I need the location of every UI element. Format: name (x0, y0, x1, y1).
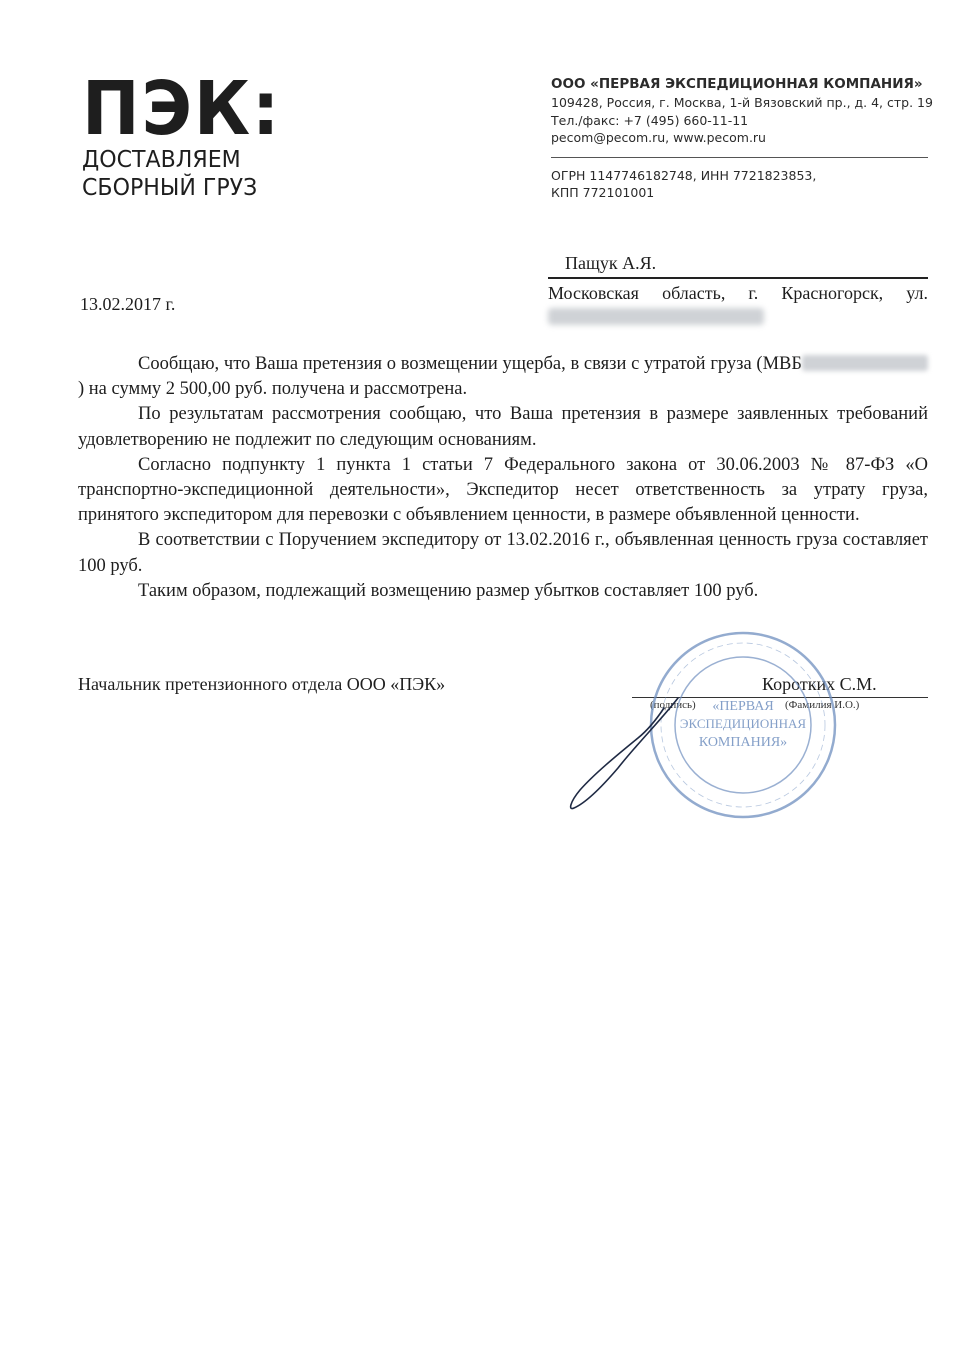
letter-body (78, 352, 928, 604)
signer-name: Коротких С.М. (762, 674, 877, 694)
company-phone: Тел./факс: +7 (495) 660-11-11 (551, 112, 749, 128)
paragraph-4: В соответствии с Поручением экспедитору от 13.02.2016 г., объявленная ценность груза составляет 100 руб. (78, 530, 928, 576)
stamp-line-3: КОМПАНИЯ» (698, 735, 788, 750)
stamp-line-2: ЭКСПЕДИЦИОННАЯ (679, 716, 807, 731)
signer-title: Начальник претензионного отдела ООО «ПЭК» (78, 674, 446, 694)
recipient-divider (548, 277, 928, 279)
paragraph-5: Таким образом, подлежащий возмещению размер убытков составляет 100 руб. (138, 580, 759, 601)
redacted-cargo-number (802, 355, 928, 371)
recipient-address: Московская область, г. Красногорск, ул. (548, 283, 928, 303)
paragraph-1 (78, 352, 928, 402)
handwritten-signature (566, 690, 686, 815)
redacted-address (548, 308, 764, 325)
recipient-name: Пащук А.Я. (565, 253, 657, 273)
stamp-line-1: «ПЕРВАЯ (712, 699, 774, 714)
company-address: 109428, Россия, г. Москва, 1-й Вязовский пр., д. 4, стр. 19 (551, 95, 933, 110)
signature-caption: (подпись) (650, 699, 696, 711)
paragraph-1-start: Сообщаю, что Ваша претензия о возмещении ущерба, в связи с утратой груза (МВБ (138, 354, 802, 374)
company-email-web: pecom@pecom.ru, www.pecom.ru (551, 130, 766, 145)
paragraph-3: Согласно подпункту 1 пункта 1 статьи 7 Федерального закона от 30.06.2003 № 87-ФЗ «О транспортно-экспедиционной деятельности», Экспедитор несет ответственность за утрату груза, принятого экспедитором для перевозки с объявлением ценности, в размере объявленной ценности. (78, 454, 928, 526)
name-caption: (Фамилия И.О.) (785, 699, 860, 711)
paragraph-1-end: ) на сумму 2 500,00 руб. получена и рассмотрена. (78, 379, 468, 400)
company-details (551, 74, 931, 202)
company-logo: ПЭК: (82, 66, 282, 152)
paragraph-2: По результатам рассмотрения сообщаю, что Ваша претензия в размере заявленных требований удовлетворению не подлежит по следующим основаниям. (78, 404, 928, 450)
logo-tagline (82, 146, 257, 202)
letter-date: 13.02.2017 г. (80, 294, 176, 314)
tagline-line-1: ДОСТАВЛЯЕМ (82, 147, 241, 173)
company-kpp: КПП 772101001 (551, 185, 655, 200)
company-ogrn-inn: ОГРН 1147746182748, ИНН 7721823853, (551, 167, 817, 183)
company-name: ООО «ПЕРВАЯ ЭКСПЕДИЦИОННАЯ КОМПАНИЯ» (551, 76, 923, 92)
company-divider (551, 157, 928, 158)
tagline-line-2: СБОРНЫЙ ГРУЗ (82, 175, 258, 201)
